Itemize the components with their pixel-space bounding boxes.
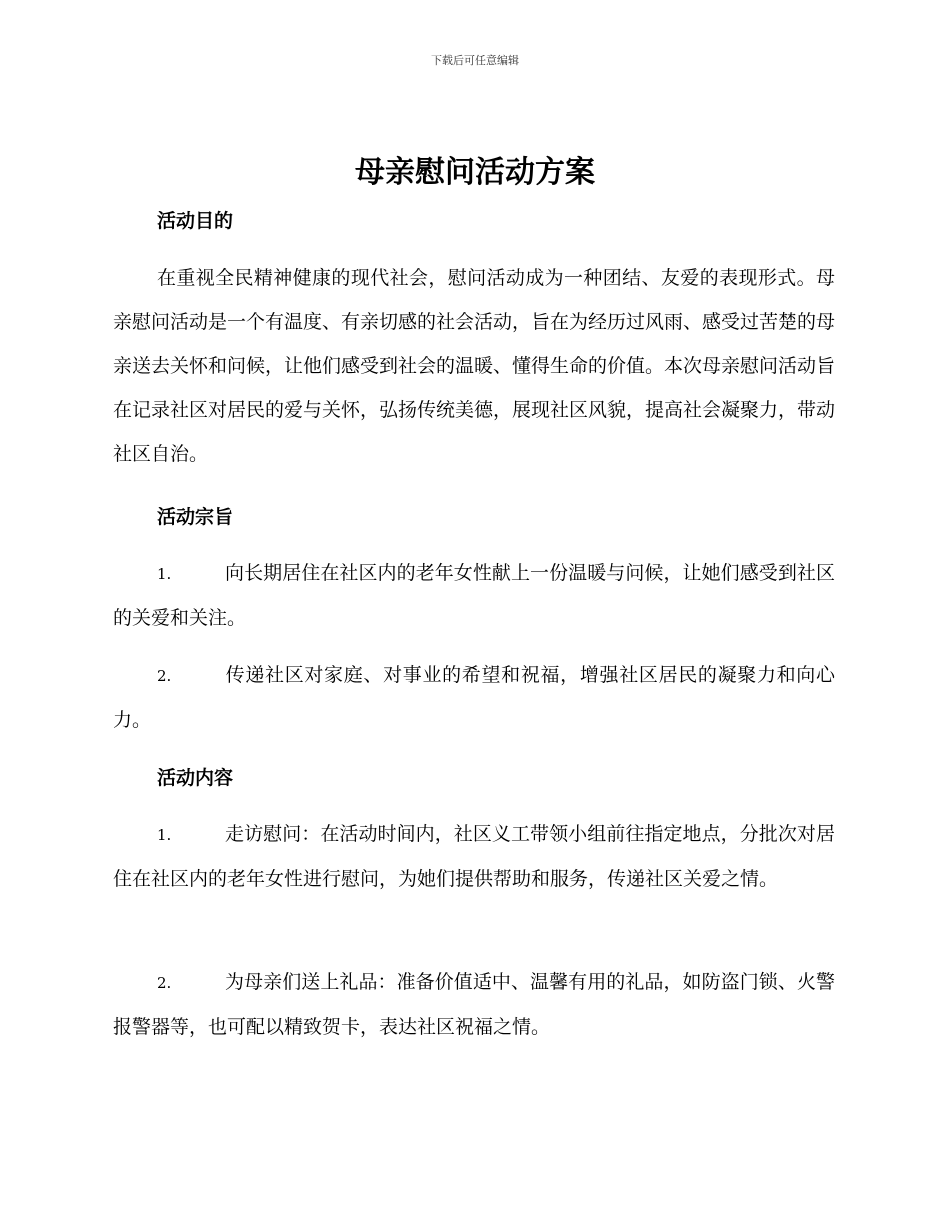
section-paragraph-purpose: 在重视全民精神健康的现代社会，慰问活动成为一种团结、友爱的表现形式。母亲慰问活动是一个有温度、有亲切感的社会活动，旨在为经历过风雨、感受过苦楚的母亲送去关怀和问候，让他们感受到社会的温暖、懂得生命的价值。本次母亲慰问活动旨在记录社区对居民的爱与关怀，弘扬传统美德，展现社区风貌，提高社会凝聚力，带动社区自治。 [113,267,836,465]
list-number: 2. [157,667,172,685]
list-item [113,653,835,742]
section-heading-content: 活动内容 [157,767,234,789]
section-heading-tenet: 活动宗旨 [157,506,234,528]
list-item [113,551,835,640]
list-number: 2. [157,974,172,992]
document-title: 母亲慰问活动方案 [355,155,595,190]
list-item [113,960,835,1049]
list-text: 向长期居住在社区内的老年女性献上一份温暖与问候，让她们感受到社区的关爱和关注。 [113,562,835,629]
header-note: 下载后可任意编辑 [431,54,519,67]
list-text: 为母亲们送上礼品：准备价值适中、温馨有用的礼品，如防盗门锁、火警报警器等，也可配以精致贺卡，表达社区祝福之情。 [113,971,835,1038]
list-item [113,812,835,901]
list-text: 传递社区对家庭、对事业的希望和祝福，增强社区居民的凝聚力和向心力。 [113,664,835,731]
list-number: 1. [157,826,172,844]
list-number: 1. [157,565,172,583]
section-heading-purpose: 活动目的 [157,210,234,232]
list-text: 走访慰问：在活动时间内，社区义工带领小组前往指定地点，分批次对居住在社区内的老年女性进行慰问，为她们提供帮助和服务，传递社区关爱之情。 [113,823,835,890]
